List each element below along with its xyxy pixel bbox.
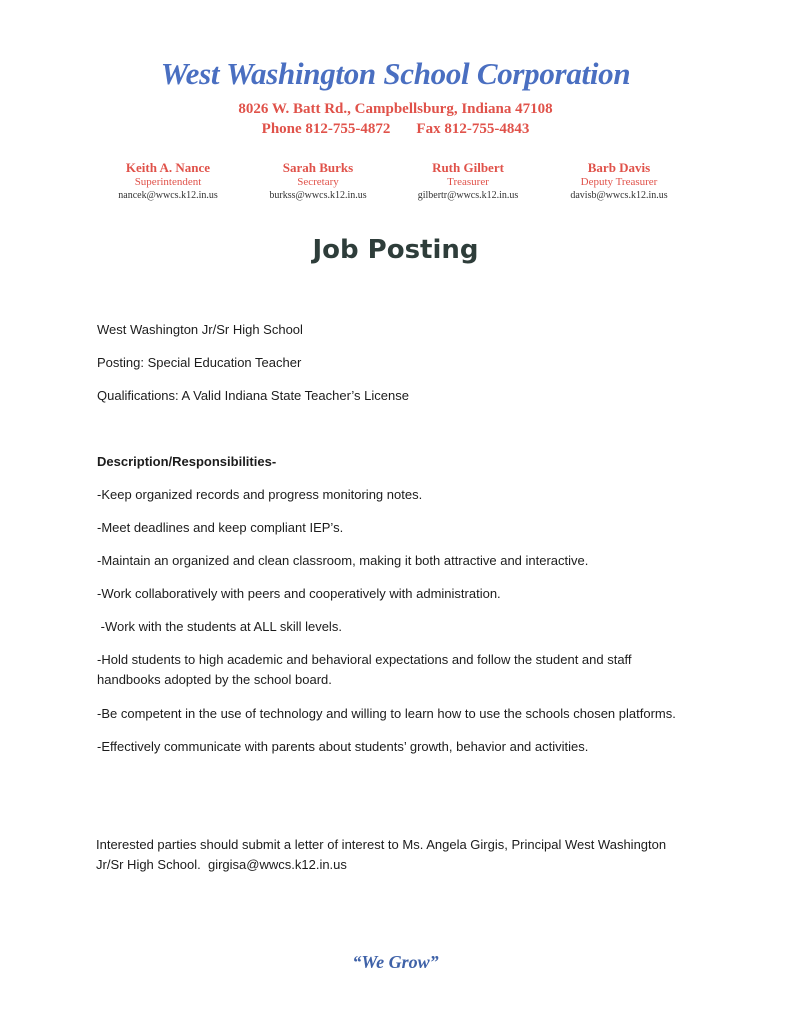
closing-paragraph: Interested parties should submit a letter of interest to Ms. Angela Girgis, Principal West Washington Jr/Sr High School. girgisa@wwcs.k12.in.us <box>96 837 670 872</box>
responsibility-item: -Effectively communicate with parents about students’ growth, behavior and activities. <box>97 739 589 754</box>
responsibility-item: -Work with the students at ALL skill levels. <box>97 619 342 634</box>
qualifications-line: Qualifications: A Valid Indiana State Teacher’s License <box>97 388 409 403</box>
staff-secretary <box>238 160 398 203</box>
fax-number: Fax 812-755-4843 <box>416 121 530 137</box>
responsibility-item: -Meet deadlines and keep compliant IEP’s. <box>97 520 344 535</box>
staff-email: gilbertr@wwcs.k12.in.us <box>417 190 519 201</box>
staff-role: Deputy Treasurer <box>580 176 658 188</box>
staff-email: davisb@wwcs.k12.in.us <box>570 190 668 201</box>
staff-deputy-treasurer <box>539 160 699 203</box>
school-name: West Washington Jr/Sr High School <box>97 322 303 337</box>
staff-email: nancek@wwcs.k12.in.us <box>118 190 218 201</box>
staff-name: Barb Davis <box>587 160 651 175</box>
staff-role: Superintendent <box>134 176 202 188</box>
motto: “We Grow” <box>352 952 439 972</box>
document-title: Job Posting <box>312 235 479 265</box>
description-heading: Description/Responsibilities- <box>97 454 277 469</box>
staff-role: Treasurer <box>447 176 489 188</box>
staff-name: Keith A. Nance <box>125 160 211 175</box>
staff-name: Sarah Burks <box>282 160 354 175</box>
staff-treasurer <box>388 160 548 203</box>
responsibility-item: -Keep organized records and progress monitoring notes. <box>97 487 423 502</box>
staff-role: Secretary <box>297 176 339 188</box>
responsibility-item: -Hold students to high academic and behavioral expectations and follow the student and staff handbooks adopted by the school board. <box>97 652 632 687</box>
responsibility-item: -Work collaboratively with peers and cooperatively with administration. <box>97 586 501 601</box>
staff-name: Ruth Gilbert <box>432 160 504 175</box>
letterhead-title: West Washington School Corporation <box>160 56 631 91</box>
responsibility-item: -Maintain an organized and clean classroom, making it both attractive and interactive. <box>97 553 589 568</box>
staff-email: burkss@wwcs.k12.in.us <box>269 190 367 201</box>
responsibility-item: -Be competent in the use of technology and willing to learn how to use the schools chosen platforms. <box>97 706 676 721</box>
contact-line <box>0 121 791 138</box>
phone-number: Phone 812-755-4872 <box>261 121 391 137</box>
staff-superintendent <box>88 160 248 203</box>
posting-line: Posting: Special Education Teacher <box>97 355 302 370</box>
address-line: 8026 W. Batt Rd., Campbellsburg, Indiana 47108 <box>238 101 553 117</box>
